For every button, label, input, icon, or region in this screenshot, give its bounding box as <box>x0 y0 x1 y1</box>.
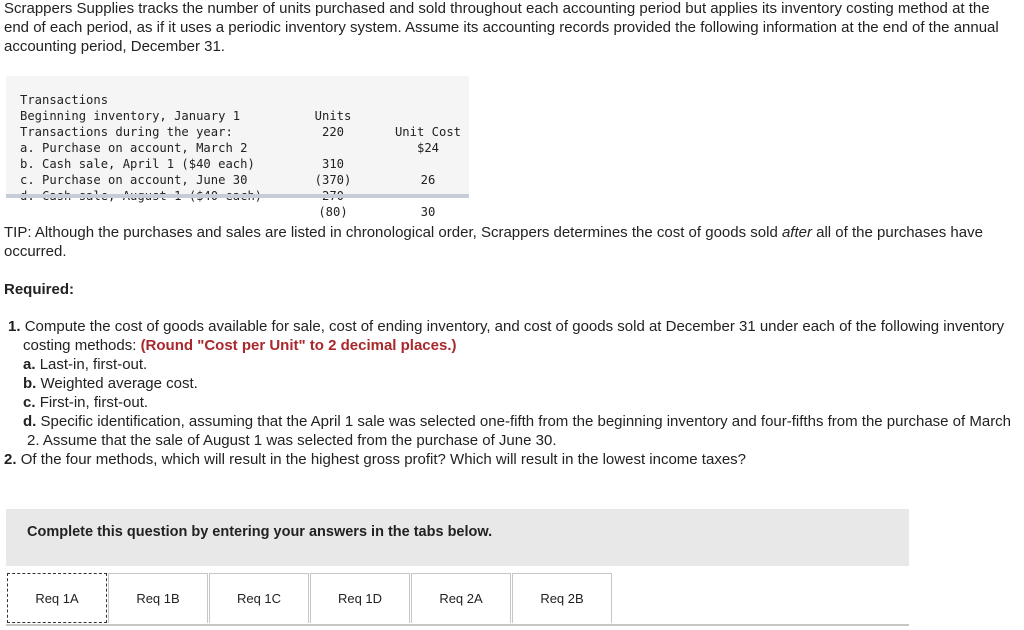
row-label: Transactions during the year: <box>20 125 233 139</box>
question-number: 1. <box>8 318 21 335</box>
question-1 <box>4 317 1014 355</box>
row-label: Beginning inventory, January 1 <box>20 109 241 123</box>
header-units: Units <box>314 109 352 123</box>
table-bottom-border <box>6 194 469 198</box>
item-label: c. <box>23 394 36 411</box>
question-2 <box>4 450 1014 469</box>
method-c <box>4 393 1014 412</box>
instruction-banner <box>6 509 909 566</box>
row-units: (370) <box>314 173 352 187</box>
row-units: 220 <box>321 125 344 139</box>
row-cost: 30 <box>420 205 436 219</box>
tab-req-1a[interactable]: Req 1A <box>7 573 107 623</box>
header-transactions: Transactions <box>20 93 109 107</box>
item-text: Specific identification, assuming that the April 1 sale was selected one-fifth from the beginning inventory and four-fifths from the purchase of March 2. Assume that the sale of August 1 was selected from the purchase of June 30. <box>27 413 1012 449</box>
item-text: First-in, first-out. <box>39 394 149 411</box>
row-label: c. Purchase on account, June 30 <box>20 173 248 187</box>
item-label: b. <box>23 375 37 392</box>
tab-divider <box>6 624 909 626</box>
transactions-table <box>6 76 469 219</box>
banner-text: Complete this question by entering your answers in the tabs below. <box>27 524 493 540</box>
item-text: Weighted average cost. <box>40 375 198 392</box>
row-units: (80) <box>318 205 348 219</box>
tip-emphasis: after <box>781 224 812 241</box>
item-label: d. <box>23 413 37 430</box>
item-text: Last-in, first-out. <box>39 356 148 373</box>
question-text: Of the four methods, which will result in the highest gross profit? Which will result in the lowest income taxes? <box>20 451 747 468</box>
question-text: Compute the cost of goods available for sale, cost of ending inventory, and cost of goods sold at December 31 under each of the following inventory costing methods: <box>23 318 1005 354</box>
method-a <box>4 355 1014 374</box>
row-label: a. Purchase on account, March 2 <box>20 141 248 155</box>
header-unit-cost: Unit Cost <box>394 125 462 139</box>
tip-text <box>4 223 1014 261</box>
tab-req-1d[interactable]: Req 1D <box>310 573 410 623</box>
rounding-note: (Round "Cost per Unit" to 2 decimal places.) <box>140 337 457 354</box>
row-cost: 26 <box>420 173 436 187</box>
required-heading: Required: <box>4 281 75 298</box>
row-cost: $24 <box>416 141 439 155</box>
row-label: b. Cash sale, April 1 ($40 each) <box>20 157 255 171</box>
tab-req-1c[interactable]: Req 1C <box>209 573 309 623</box>
question-number: 2. <box>4 451 17 468</box>
tip-after: all of the purchases have occurred. <box>4 224 983 260</box>
question-list <box>4 317 1014 469</box>
method-b <box>4 374 1014 393</box>
method-d <box>4 412 1014 450</box>
item-label: a. <box>23 356 36 373</box>
problem-intro: Scrappers Supplies tracks the number of units purchased and sold throughout each accounting period but applies its inventory costing method at the end of each period, as if it uses a periodic inventory system. Assume its accounting records provided the following information at the end of the annual accounting period, December 31. <box>4 0 999 55</box>
tab-req-1b[interactable]: Req 1B <box>108 573 208 623</box>
tab-req-2b[interactable]: Req 2B <box>512 573 612 623</box>
tab-req-2a[interactable]: Req 2A <box>411 573 511 623</box>
tip-before: TIP: Although the purchases and sales are listed in chronological order, Scrappers determines the cost of goods sold <box>4 224 782 241</box>
row-units: 310 <box>321 157 344 171</box>
